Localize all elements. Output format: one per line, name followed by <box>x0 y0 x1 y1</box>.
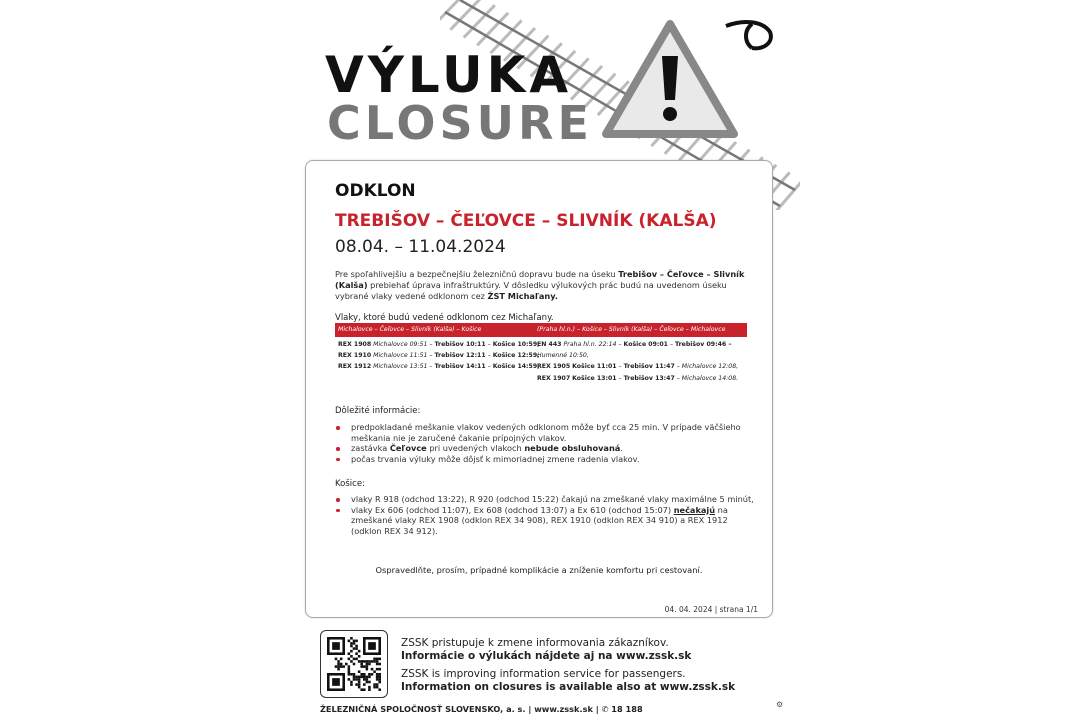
direction-left: Michalovce – Čeľovce – Slivník (Kalša) – Košice <box>338 326 482 333</box>
list-item: predpokladané meškanie vlakov vedených odklonom môže byť cca 25 min. V prípade väčšieho meškania nie je zaručené čakanie prípojných vlakov. <box>335 422 755 443</box>
intro-station: ŽST Michaľany. <box>487 291 558 301</box>
list-item: vlaky Ex 606 (odchod 11:07), Ex 608 (odchod 13:07) a Ex 610 (odchod 15:07) nečakajú na zmeškané vlaky REX 1908 (odklon REX 34 908), REX 1910 (odklon REX 34 910) a REX 1912 (odklon REX 34 912). <box>335 505 755 537</box>
intro-text-2: prebiehať úprava infraštruktúry. V dôsledku výlukových prác budú na uvedenom úseku vybrané vlaky vedené odklonom cez <box>335 280 727 301</box>
intro-route: Trebišov – Čeľovce – Slivník (Kalša) <box>335 269 745 290</box>
route-title: TREBIŠOV – ČEĽOVCE – SLIVNÍK (KALŠA) <box>335 211 717 231</box>
timetable-row: REX 1912 Michalovce 13:51 – Trebišov 14:11 – Košice 14:59, <box>338 363 540 370</box>
trains-heading: Vlaky, ktoré budú vedené odklonom cez Michaľany. <box>335 313 554 323</box>
page-footer: 04. 04. 2024 | strana 1/1 <box>664 605 758 614</box>
settings-gear-icon: ⚙ <box>776 700 784 709</box>
important-list <box>335 422 755 464</box>
intro-text-1: Pre spoľahlivejšiu a bezpečnejšiu železničnú dopravu bude na úseku <box>335 269 619 279</box>
company-footer: ŽELEZNIČNÁ SPOLOČNOSŤ SLOVENSKO, a. s. | www.zssk.sk | ✆ 18 188 <box>320 704 643 714</box>
timetable-row: REX 1908 Michalovce 09:51 – Trebišov 10:11 – Košice 10:59, <box>338 341 540 348</box>
timetable-row: REX 1905 Košice 11:01 – Trebišov 11:47 – Michalovce 12:08, <box>537 363 739 370</box>
notice-line-4[interactable]: Information on closures is available also at www.zssk.sk <box>401 681 736 693</box>
qr-code-icon[interactable] <box>320 630 388 698</box>
kosice-list <box>335 494 755 536</box>
important-heading: Dôležité informácie: <box>335 406 421 416</box>
direction-bar <box>335 323 747 337</box>
notice-line-1: ZSSK pristupuje k zmene informovania zákazníkov. <box>401 637 669 649</box>
date-range: 08.04. – 11.04.2024 <box>335 237 506 257</box>
list-item: počas trvania výluky môže dôjsť k mimoriadnej zmene radenia vlakov. <box>335 454 755 465</box>
info-card <box>305 160 773 618</box>
kosice-heading: Košice: <box>335 479 365 489</box>
timetable-row: EN 443 Praha hl.n. 22:14 – Košice 09:01 – Trebišov 09:46 – <box>537 341 732 348</box>
direction-right: (Praha hl.n.) – Košice – Slivník (Kalša) – Čeľovce – Michalovce <box>537 326 726 333</box>
timetable-row: REX 1910 Michalovce 11:51 – Trebišov 12:11 – Košice 12:59, <box>338 352 540 359</box>
timetable-row: Humenné 10:50, <box>537 352 589 359</box>
apology-text: Ospravedlňte, prosím, prípadné komplikácie a zníženie komfortu pri cestovaní. <box>375 565 703 575</box>
zssk-logo-icon <box>722 18 774 52</box>
title-closure-slovak: VÝLUKA <box>325 46 573 104</box>
title-closure-english: CLOSURE <box>327 96 593 150</box>
notice-line-3: ZSSK is improving information service for passengers. <box>401 668 686 680</box>
timetable-row: REX 1907 Košice 13:01 – Trebišov 13:47 – Michalovce 14:08. <box>537 375 739 382</box>
list-item: zastávka Čeľovce pri uvedených vlakoch nebude obsluhovaná. <box>335 443 755 454</box>
list-item: vlaky R 918 (odchod 13:22), R 920 (odchod 15:22) čakajú na zmeškané vlaky maximálne 5 minút, <box>335 494 755 505</box>
heading-diversion: ODKLON <box>335 181 416 201</box>
notice-line-2[interactable]: Informácie o výlukách nájdete aj na www.zssk.sk <box>401 650 692 662</box>
intro-paragraph <box>335 269 755 302</box>
warning-triangle-icon <box>600 18 740 142</box>
